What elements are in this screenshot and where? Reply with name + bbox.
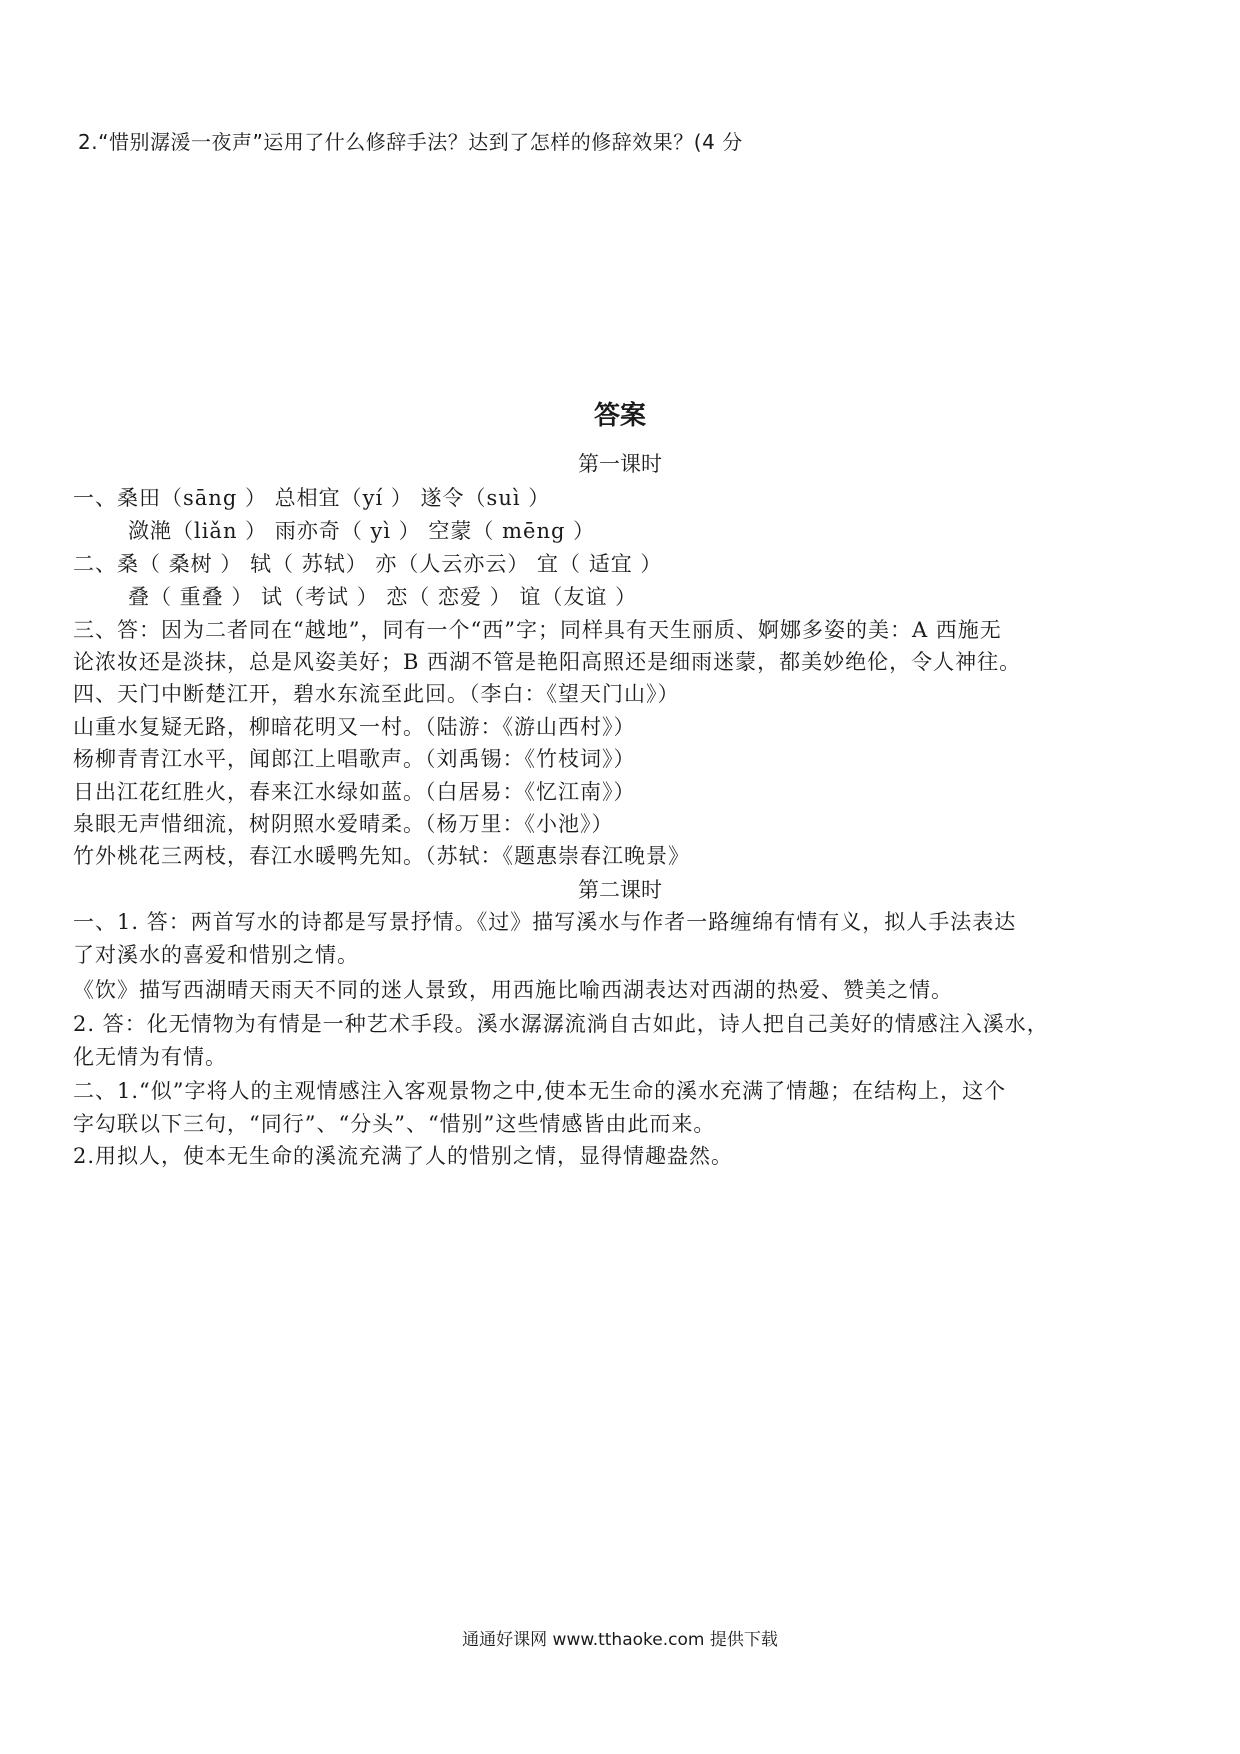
answer-line: 竹外桃花三两枝，春江水暖鸭先知。（苏轼：《题惠崇春江晚景》 bbox=[73, 844, 690, 868]
answer-line: 二、1.“似”字将人的主观情感注入客观景物之中,使本无生命的溪水充满了情趣；在结构上，这个 bbox=[73, 1079, 1007, 1103]
answer-line: 二、桑（ 桑树 ） 轼（ 苏轼） 亦（人云亦云） 宜（ 适宜 ） bbox=[73, 552, 663, 576]
answer-line: 一、1. 答：两首写水的诗都是写景抒情。《过》描写溪水与作者一路缠绵有情有义，拟人手法表达 bbox=[73, 910, 1017, 934]
answer-line: 日出江花红胜火，春来江水绿如蓝。（白居易：《忆江南》） bbox=[73, 780, 636, 804]
lesson1-heading: 第一课时 bbox=[578, 452, 662, 476]
answer-line: 2. 答：化无情物为有情是一种艺术手段。溪水潺潺流淌自古如此，诗人把自己美好的情感注入溪水， bbox=[73, 1012, 1049, 1036]
answer-line: 泉眼无声惜细流，树阴照水爱晴柔。（杨万里：《小池》） bbox=[73, 812, 614, 836]
footer-text: 通通好课网 www.tthaoke.com 提供下载 bbox=[462, 1630, 778, 1650]
answer-line: 四、天门中断楚江开，碧水东流至此回。（李白：《望天门山》） bbox=[73, 682, 680, 706]
lesson2-heading: 第二课时 bbox=[578, 878, 662, 902]
answer-line: 杨柳青青江水平，闻郎江上唱歌声。（刘禹锡：《竹枝词》） bbox=[73, 747, 636, 771]
answer-line: 字勾联以下三句，“同行”、“分头”、“惜别”这些情感皆由此而来。 bbox=[73, 1112, 716, 1136]
answer-title: 答案 bbox=[593, 401, 646, 431]
answer-line: 一、桑田（sāng ） 总相宜（yí ） 遂令（suì ） bbox=[73, 486, 551, 510]
answer-line: 潋滟（liǎn ） 雨亦奇（ yì ） 空蒙（ mēng ） bbox=[128, 519, 596, 543]
question-text: 2.“惜别潺湲一夜声”运用了什么修辞手法？达到了怎样的修辞效果？(4 分 bbox=[78, 130, 743, 154]
answer-line: 了对溪水的喜爱和惜别之情。 bbox=[73, 943, 359, 967]
answer-line: 2.用拟人，使本无生命的溪流充满了人的惜别之情，显得情趣盎然。 bbox=[73, 1144, 734, 1168]
answer-line: 《饮》描写西湖晴天雨天不同的迷人景致，用西施比喻西湖表达对西湖的热爱、赞美之情。 bbox=[73, 978, 953, 1002]
answer-line: 化无情为有情。 bbox=[73, 1045, 227, 1069]
answer-line: 山重水复疑无路，柳暗花明又一村。（陆游：《游山西村》） bbox=[73, 715, 636, 739]
answer-line: 叠（ 重叠 ） 试（考试 ） 恋（ 恋爱 ） 谊（友谊 ） bbox=[128, 585, 638, 609]
answer-line: 论浓妆还是淡抹，总是风姿美好；B 西湖不管是艳阳高照还是细雨迷蒙，都美妙绝伦，令人神往。 bbox=[73, 650, 1022, 674]
answer-line: 三、答：因为二者同在“越地”，同有一个“西”字；同样具有天生丽质、婀娜多姿的美：A 西施无 bbox=[73, 618, 1002, 642]
